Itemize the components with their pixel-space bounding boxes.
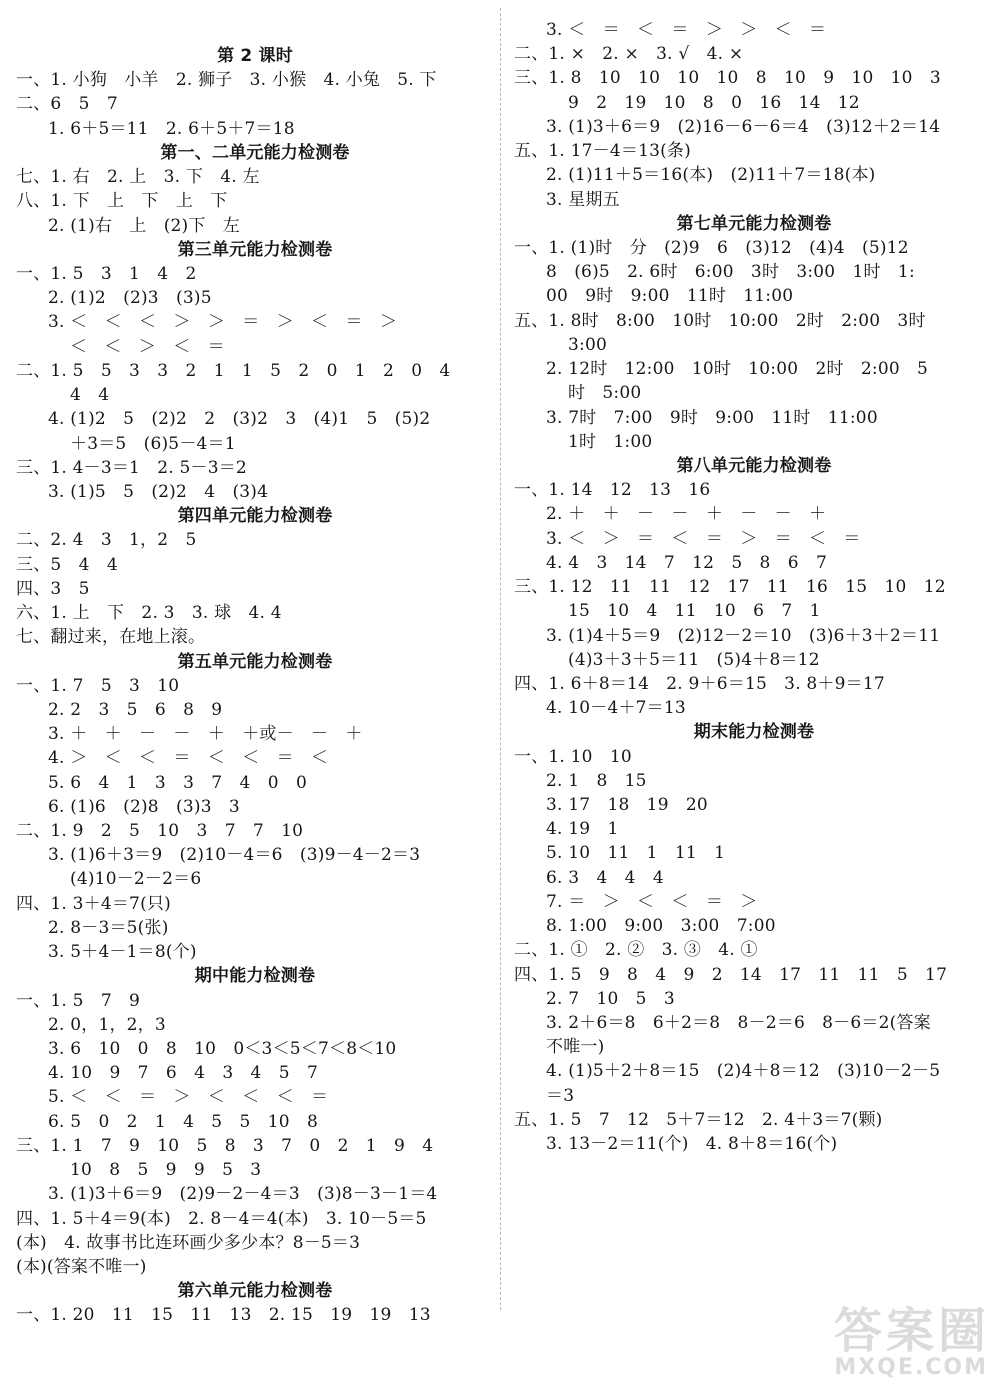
answer-line: 五、1. 8时 8:00 10时 10:00 2时 2:00 3时 <box>514 310 926 331</box>
answer-line: 八、1. 下 上 下 上 下 <box>16 191 228 212</box>
answer-line: 3:00 <box>568 334 607 355</box>
answer-line: 四、3 5 <box>16 578 90 599</box>
section-heading: 第七单元能力检测卷 <box>676 213 832 234</box>
answer-line: 一、1. 5 3 1 4 2 <box>16 263 197 284</box>
answer-line: 2. (1)右 上 (2)下 左 <box>48 215 240 236</box>
answer-line: 5. 6 4 1 3 3 7 4 0 0 <box>48 772 307 793</box>
answer-line: 4. 19 1 <box>546 819 619 840</box>
answer-line: 3. (1)5 5 (2)2 4 (3)4 <box>48 481 269 502</box>
section-heading: 期末能力检测卷 <box>693 722 815 743</box>
watermark-logo <box>794 1292 994 1382</box>
answer-line: 2. ＋ ＋ － － ＋ － － ＋ <box>546 504 827 525</box>
answer-line: 4. 4 3 14 7 12 5 8 6 7 <box>546 552 827 573</box>
section-heading: 期中能力检测卷 <box>194 966 316 987</box>
answer-line: 不唯一) <box>546 1037 605 1058</box>
answer-line: ＝3 <box>546 1085 575 1106</box>
answer-line: 6. 3 4 4 4 <box>546 867 664 888</box>
answer-line: 3. (1)3＋6＝9 (2)9－2－4＝3 (3)8－3－1＝4 <box>48 1184 438 1205</box>
section-heading: 第一、二单元能力检测卷 <box>160 142 350 163</box>
answer-line: 二、6 5 7 <box>16 94 118 115</box>
answer-line: 一、1. 14 12 13 16 <box>514 480 711 501</box>
answer-line: (4)10－2－2＝6 <box>70 869 202 890</box>
answer-line: 四、1. 5＋4＝9(本) 2. 8－4＝4(本) 3. 10－5＝5 <box>16 1208 427 1229</box>
answer-line: 五、1. 5 7 12 5＋7＝12 2. 4＋3＝7(颗) <box>514 1109 883 1130</box>
watermark-url: MXQE.COM <box>834 1355 988 1380</box>
answer-line: 1时 1:00 <box>568 431 653 452</box>
answer-line: 一、1. 20 11 15 11 13 2. 15 19 19 13 <box>16 1305 431 1326</box>
answer-line: 2. 7 10 5 3 <box>546 988 675 1009</box>
answer-line: 3. ＜ ＝ ＜ ＝ ＞ ＞ ＜ ＝ <box>546 20 827 40</box>
answer-line: 00 9时 9:00 11时 11:00 <box>546 286 794 307</box>
section-heading: 第 2 课时 <box>217 46 293 66</box>
answer-line: 三、1. 12 11 11 12 17 11 16 15 10 12 <box>514 577 946 598</box>
answer-line: 6. 5 0 2 1 4 5 5 10 8 <box>48 1111 318 1132</box>
section-heading: 第三单元能力检测卷 <box>177 239 333 260</box>
answer-line: 2. 0，1，2，3 <box>48 1014 166 1035</box>
watermark-brand: 答案圈 <box>833 1303 990 1359</box>
answer-line: 二、2. 4 3 1，2 5 <box>16 530 197 551</box>
answer-line: 3. 2＋6＝8 6＋2＝8 8－2＝6 8－6＝2(答案 <box>546 1013 931 1034</box>
answer-line: 一、1. 10 10 <box>514 746 632 767</box>
answer-line: 4. (1)2 5 (2)2 2 (3)2 3 (4)1 5 (5)2 <box>48 409 431 430</box>
answer-line: 2. 2 3 5 6 8 9 <box>48 699 223 720</box>
answer-line: 3. 17 18 19 20 <box>546 795 708 816</box>
answer-line: 五、1. 17－4＝13(条) <box>514 141 691 162</box>
answer-line: 一、1. 小狗 小羊 2. 狮子 3. 小猴 4. 小兔 5. 下 <box>16 70 437 91</box>
section-heading: 第八单元能力检测卷 <box>676 455 832 476</box>
answer-line: 3. 7时 7:00 9时 9:00 11时 11:00 <box>546 407 878 428</box>
answer-line: 三、1. 4－3＝1 2. 5－3＝2 <box>16 457 247 478</box>
answer-line: (本)(答案不唯一) <box>16 1257 147 1277</box>
answer-line: 一、1. 7 5 3 10 <box>16 675 180 696</box>
answer-line: 5. ＜ ＜ ＝ ＞ ＜ ＜ ＜ ＝ <box>48 1087 329 1108</box>
answer-line: 3. (1)3＋6＝9 (2)16－6－6＝4 (3)12＋2＝14 <box>546 116 941 137</box>
column-divider <box>500 8 501 1310</box>
answer-line: 七、1. 右 2. 上 3. 下 4. 左 <box>16 167 260 188</box>
answer-line: 4. 10－4＋7＝13 <box>546 698 686 719</box>
answer-line: 10 8 5 9 9 5 3 <box>70 1160 262 1181</box>
answer-line: 2. (1)2 (2)3 (3)5 <box>48 288 212 309</box>
answer-line: 2. 12时 12:00 10时 10:00 2时 2:00 5 <box>546 359 929 380</box>
answer-line: 二、1. 5 5 3 3 2 1 1 5 2 0 1 2 0 4 <box>16 360 451 381</box>
answer-line: 6. (1)6 (2)8 (3)3 3 <box>48 796 240 817</box>
answer-line: 3. ＜ ＞ ＝ ＜ ＝ ＞ ＝ ＜ ＝ <box>546 528 861 549</box>
answer-line: 3. ＜ ＜ ＜ ＞ ＞ ＝ ＞ ＜ ＝ ＞ <box>48 312 398 333</box>
answer-line: 三、1. 1 7 9 10 5 8 3 7 0 2 1 9 4 <box>16 1135 434 1156</box>
answer-line: 15 10 4 11 10 6 7 1 <box>568 601 821 622</box>
answer-line: 8. 1:00 9:00 3:00 7:00 <box>546 916 776 937</box>
answer-line: 四、1. 3＋4＝7(只) <box>16 893 171 914</box>
answer-line: 3. 星期五 <box>546 189 620 210</box>
section-heading: 第六单元能力检测卷 <box>177 1281 333 1302</box>
answer-line: 8 (6)5 2. 6时 6:00 3时 3:00 1时 1: <box>546 262 915 283</box>
answer-line: ＜ ＜ ＞ ＜ ＝ <box>70 336 225 357</box>
answer-line: 时 5:00 <box>568 383 642 404</box>
answer-line: 六、1. 上 下 2. 3 3. 球 4. 4 <box>16 603 282 624</box>
answer-line: 4. ＞ ＜ ＜ ＝ ＜ ＜ ＝ ＜ <box>48 748 329 769</box>
answer-line: 二、1. 9 2 5 10 3 7 7 10 <box>16 821 304 842</box>
answer-line: 二、1. × 2. × 3. √ 4. × <box>514 44 744 65</box>
answer-line: 七、翻过来，在地上滚。 <box>16 627 206 648</box>
answer-line: 2. 1 8 15 <box>546 770 647 791</box>
answer-line: 3. 13－2＝11(个) 4. 8＋8＝16(个) <box>546 1134 838 1155</box>
answer-line: 3. ＋ ＋ － － ＋ ＋或－ － ＋ <box>48 724 363 745</box>
answer-line: 四、1. 5 9 8 4 9 2 14 17 11 11 5 17 <box>514 964 948 985</box>
answer-line: 一、1. (1)时 分 (2)9 6 (3)12 (4)4 (5)12 <box>514 237 909 258</box>
answer-line: 3. 6 10 0 8 10 0＜3＜5＜7＜8＜10 <box>48 1039 397 1060</box>
answer-line: (4)3＋3＋5＝11 (5)4＋8＝12 <box>568 649 820 670</box>
section-heading: 第五单元能力检测卷 <box>177 651 333 672</box>
answer-line: 四、1. 6＋8＝14 2. 9＋6＝15 3. 8＋9＝17 <box>514 673 885 694</box>
answer-line: 二、1. ① 2. ② 3. ③ 4. ① <box>514 940 758 961</box>
answer-line: 一、1. 5 7 9 <box>16 990 141 1011</box>
answer-line: 5. 10 11 1 11 1 <box>546 843 726 864</box>
answer-line: 三、5 4 4 <box>16 554 118 575</box>
answer-line: 1. 6＋5＝11 2. 6＋5＋7＝18 <box>48 118 295 139</box>
answer-line: (本) 4. 故事书比连环画少多少本？8－5＝3 <box>16 1232 361 1253</box>
answer-line: 3. (1)6＋3＝9 (2)10－4＝6 (3)9－4－2＝3 <box>48 845 421 866</box>
answer-line: 3. (1)4＋5＝9 (2)12－2＝10 (3)6＋3＋2＝11 <box>546 625 941 646</box>
answer-line: 4 4 <box>70 385 110 406</box>
answer-line: 4. (1)5＋2＋8＝15 (2)4＋8＝12 (3)10－2－5 <box>546 1061 941 1082</box>
answer-line: 三、1. 8 10 10 10 10 8 10 9 10 10 3 <box>514 68 941 89</box>
answer-line: 9 2 19 10 8 0 16 14 12 <box>568 92 860 113</box>
answer-line: 4. 10 9 7 6 4 3 4 5 7 <box>48 1063 318 1084</box>
answer-line: 2. (1)11＋5＝16(本) (2)11＋7＝18(本) <box>546 165 876 186</box>
answer-line: 2. 8－3＝5(张) <box>48 917 169 938</box>
answer-line: 7. ＝ ＞ ＜ ＜ ＝ ＞ <box>546 891 758 912</box>
answer-line: ＋3＝5 (6)5－4＝1 <box>70 433 236 454</box>
answer-line: 3. 5＋4－1＝8(个) <box>48 942 197 963</box>
section-heading: 第四单元能力检测卷 <box>177 506 333 527</box>
